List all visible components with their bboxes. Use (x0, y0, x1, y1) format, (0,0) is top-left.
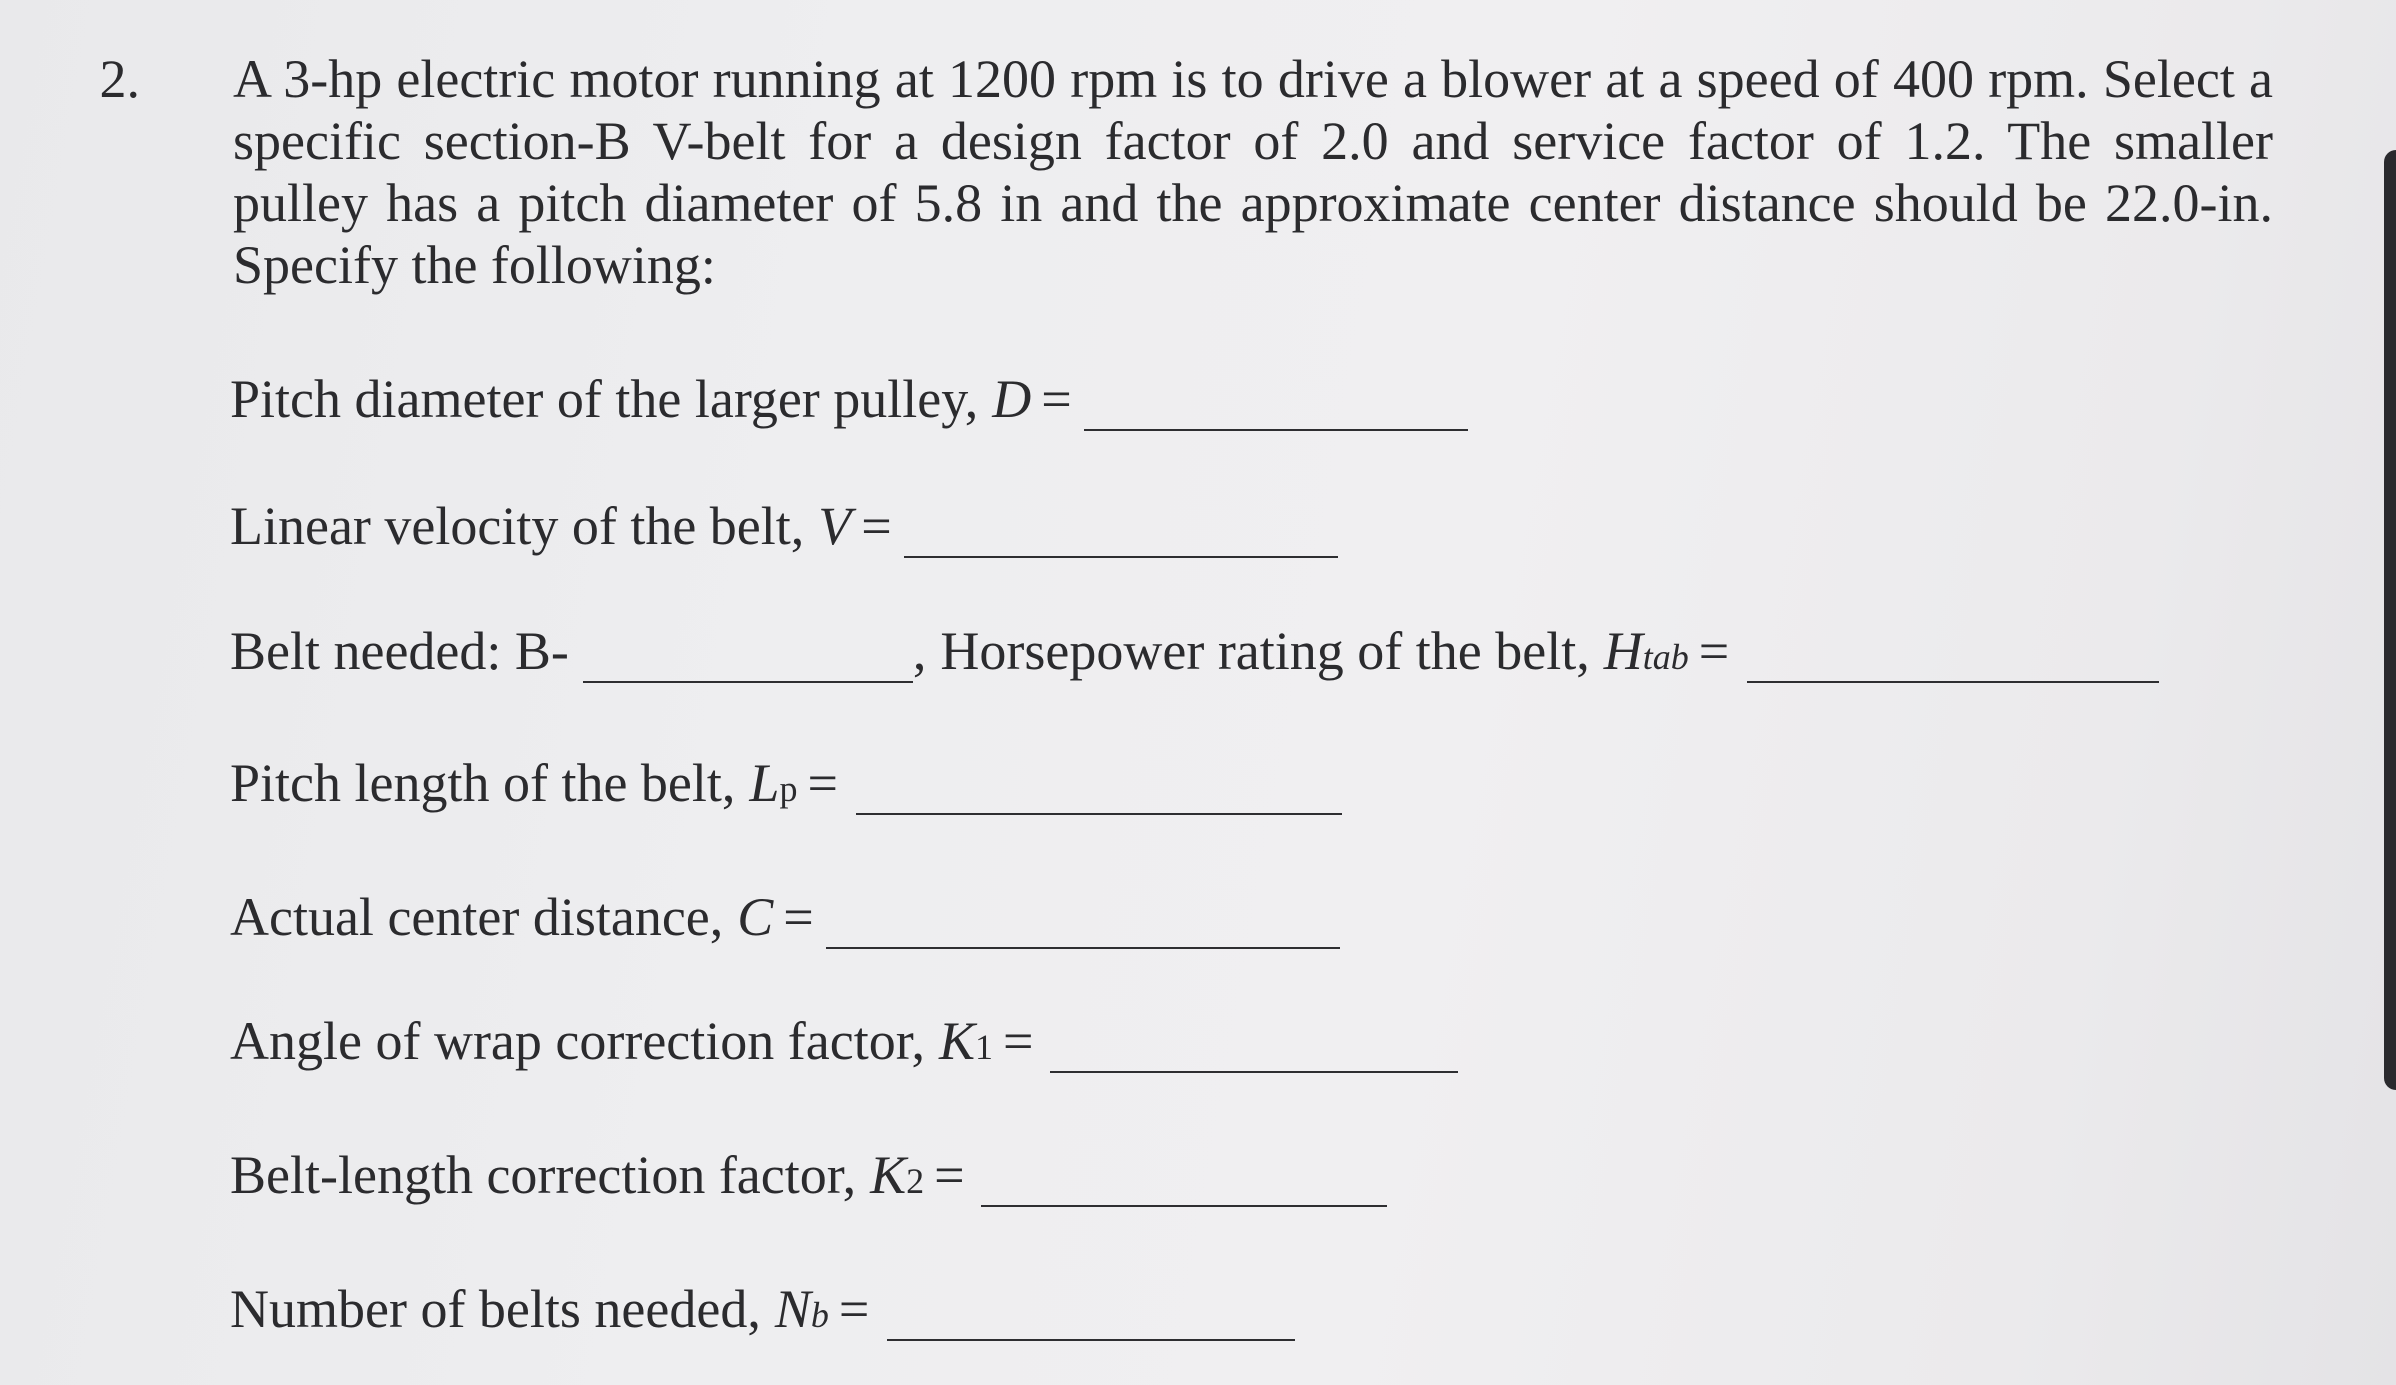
field-belt-needed: Belt needed: B- , Horsepower rating of the belt, H tab = (230, 620, 2159, 682)
velocity-answer-blank[interactable] (904, 554, 1338, 558)
pitch-diameter-label: Pitch diameter of the larger pulley, (230, 369, 979, 429)
center-distance-answer-blank[interactable] (826, 945, 1340, 949)
length-factor-answer-blank[interactable] (981, 1203, 1387, 1207)
field-length-factor: Belt-length correction factor, K 2 = (230, 1144, 1387, 1206)
hp-rating-symbol: H (1603, 621, 1643, 681)
problem-text: A 3-hp electric motor running at 1200 rpm is to drive a blower at a speed of 400 rpm. Select a specific section-B V-belt for a design factor of 2.0 and service factor of 1.2. The smaller pulley has a pitch diameter of 5.8 in and the approximate center distance should be 22.0-in. Specify the following: (233, 49, 2273, 295)
velocity-symbol: V (818, 496, 852, 556)
wrap-factor-answer-blank[interactable] (1050, 1069, 1458, 1073)
center-distance-equals: = (783, 887, 814, 947)
field-pitch-diameter (230, 368, 1468, 430)
center-distance-symbol: C (737, 887, 774, 947)
num-belts-symbol: N (774, 1279, 811, 1339)
length-factor-label: Belt-length correction factor, (230, 1145, 857, 1205)
num-belts-equals: = (838, 1279, 870, 1339)
num-belts-answer-blank[interactable] (887, 1337, 1295, 1341)
center-distance-label: Actual center distance, (230, 887, 724, 947)
field-linear-velocity (230, 495, 1338, 557)
field-wrap-factor: Angle of wrap correction factor, K 1 = (230, 1010, 1458, 1072)
hp-rating-label: Horsepower rating of the belt, (940, 621, 1590, 681)
hp-rating-answer-blank[interactable] (1747, 679, 2159, 683)
pitch-length-symbol: L (749, 753, 780, 813)
hp-rating-equals: = (1698, 621, 1730, 681)
pitch-length-answer-blank[interactable] (856, 811, 1342, 815)
length-factor-symbol: K (870, 1145, 907, 1205)
pitch-length-label: Pitch length of the belt, (230, 753, 736, 813)
field-pitch-length: Pitch length of the belt, L p = (230, 752, 1342, 814)
belt-needed-answer-blank[interactable] (583, 679, 913, 683)
velocity-label: Linear velocity of the belt, (230, 496, 805, 556)
wrap-factor-label: Angle of wrap correction factor, (230, 1011, 926, 1071)
screen-edge-bezel (2384, 150, 2396, 1090)
pitch-diameter-equals: = (1041, 369, 1072, 429)
wrap-factor-symbol: K (939, 1011, 976, 1071)
belt-needed-label: Belt needed: B- (230, 621, 569, 681)
wrap-factor-equals: = (1003, 1011, 1034, 1071)
num-belts-label: Number of belts needed, (230, 1279, 761, 1339)
velocity-equals: = (861, 496, 892, 556)
field-center-distance (230, 886, 1340, 948)
length-factor-equals: = (934, 1145, 965, 1205)
field-num-belts: Number of belts needed, N b = (230, 1278, 1295, 1340)
problem-number: 2. (99, 49, 140, 109)
pitch-diameter-symbol: D (992, 369, 1032, 429)
pitch-diameter-answer-blank[interactable] (1084, 427, 1468, 431)
pitch-length-equals: = (807, 753, 838, 813)
belt-needed-comma: , (912, 621, 927, 681)
